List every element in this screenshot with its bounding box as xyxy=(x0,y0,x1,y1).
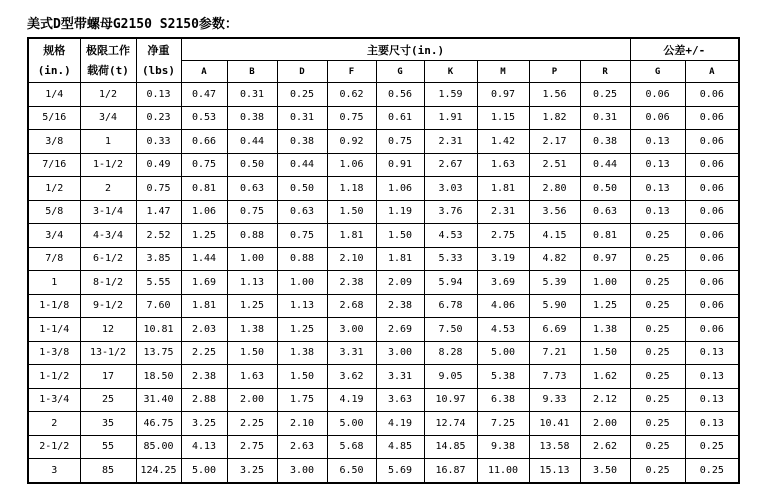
table-cell: 0.61 xyxy=(376,106,424,130)
table-cell: 3.00 xyxy=(327,318,376,342)
table-cell: 2.00 xyxy=(580,412,630,436)
table-cell: 1.81 xyxy=(376,247,424,271)
table-cell: 0.50 xyxy=(277,177,327,201)
table-cell: 1.81 xyxy=(181,294,227,318)
table-cell: 2.69 xyxy=(376,318,424,342)
table-cell: 5.00 xyxy=(181,459,227,483)
table-cell: 2.03 xyxy=(181,318,227,342)
table-cell: 25 xyxy=(80,388,136,412)
tol-col-header: G xyxy=(630,61,685,83)
dim-col-header: D xyxy=(277,61,327,83)
table-cell: 4.53 xyxy=(477,318,529,342)
table-row xyxy=(28,341,739,365)
dim-col-header: P xyxy=(529,61,580,83)
table-cell: 8.28 xyxy=(424,341,477,365)
table-cell: 1.00 xyxy=(277,271,327,295)
table-cell: 3.19 xyxy=(477,247,529,271)
table-cell: 3.63 xyxy=(376,388,424,412)
dim-col-header: B xyxy=(227,61,277,83)
table-cell: 1.44 xyxy=(181,247,227,271)
table-cell: 1 xyxy=(80,130,136,154)
table-cell: 1.62 xyxy=(580,365,630,389)
table-cell: 15.13 xyxy=(529,459,580,483)
table-cell: 1-1/4 xyxy=(28,318,80,342)
table-cell: 1.00 xyxy=(227,247,277,271)
table-cell: 4.85 xyxy=(376,435,424,459)
table-cell: 7.50 xyxy=(424,318,477,342)
table-cell: 5.69 xyxy=(376,459,424,483)
table-cell: 16.87 xyxy=(424,459,477,483)
table-cell: 2 xyxy=(80,177,136,201)
table-cell: 2.00 xyxy=(227,388,277,412)
table-cell: 4.53 xyxy=(424,224,477,248)
table-cell: 1.38 xyxy=(227,318,277,342)
table-row xyxy=(28,200,739,224)
table-cell: 3.03 xyxy=(424,177,477,201)
table-cell: 9.33 xyxy=(529,388,580,412)
table-cell: 1.81 xyxy=(477,177,529,201)
table-cell: 0.25 xyxy=(630,435,685,459)
table-cell: 7.73 xyxy=(529,365,580,389)
table-cell: 2.38 xyxy=(181,365,227,389)
table-cell: 0.88 xyxy=(227,224,277,248)
table-cell: 35 xyxy=(80,412,136,436)
table-cell: 2.25 xyxy=(181,341,227,365)
table-cell: 0.25 xyxy=(630,271,685,295)
table-row xyxy=(28,388,739,412)
size-header xyxy=(28,38,80,83)
table-cell: 2.80 xyxy=(529,177,580,201)
table-cell: 3.69 xyxy=(477,271,529,295)
size-header-line1: 规格 xyxy=(43,43,66,57)
table-cell: 2.88 xyxy=(181,388,227,412)
table-cell: 1.69 xyxy=(181,271,227,295)
table-cell: 0.97 xyxy=(477,83,529,107)
table-cell: 2.38 xyxy=(327,271,376,295)
table-cell: 0.25 xyxy=(630,412,685,436)
table-cell: 2.62 xyxy=(580,435,630,459)
table-cell: 0.75 xyxy=(277,224,327,248)
table-cell: 2.17 xyxy=(529,130,580,154)
table-cell: 0.31 xyxy=(580,106,630,130)
weight-header-line2: (lbs) xyxy=(141,63,176,77)
table-cell: 0.25 xyxy=(630,365,685,389)
table-row xyxy=(28,318,739,342)
table-cell: 1-1/8 xyxy=(28,294,80,318)
table-cell: 3/8 xyxy=(28,130,80,154)
table-cell: 2.68 xyxy=(327,294,376,318)
table-cell: 12.74 xyxy=(424,412,477,436)
table-cell: 1.47 xyxy=(136,200,181,224)
table-cell: 0.63 xyxy=(277,200,327,224)
table-cell: 9.38 xyxy=(477,435,529,459)
table-row xyxy=(28,365,739,389)
table-cell: 5/16 xyxy=(28,106,80,130)
size-header-line2: (in.) xyxy=(37,63,71,77)
table-cell: 2.31 xyxy=(424,130,477,154)
table-cell: 0.91 xyxy=(376,153,424,177)
table-cell: 0.06 xyxy=(685,83,739,107)
table-cell: 1.81 xyxy=(327,224,376,248)
table-cell: 1-1/2 xyxy=(28,365,80,389)
table-cell: 0.50 xyxy=(227,153,277,177)
table-cell: 1.50 xyxy=(376,224,424,248)
table-cell: 0.13 xyxy=(685,412,739,436)
table-cell: 1-1/2 xyxy=(80,153,136,177)
table-cell: 0.06 xyxy=(630,106,685,130)
table-cell: 2.51 xyxy=(529,153,580,177)
table-cell: 0.06 xyxy=(685,271,739,295)
table-row xyxy=(28,83,739,107)
table-cell: 0.75 xyxy=(327,106,376,130)
table-cell: 1/4 xyxy=(28,83,80,107)
table-cell: 0.49 xyxy=(136,153,181,177)
table-cell: 1.19 xyxy=(376,200,424,224)
table-cell: 55 xyxy=(80,435,136,459)
dim-col-header: A xyxy=(181,61,227,83)
tolerance-header: 公差+/- xyxy=(630,38,739,61)
table-cell: 6-1/2 xyxy=(80,247,136,271)
table-cell: 0.56 xyxy=(376,83,424,107)
table-cell: 1.38 xyxy=(580,318,630,342)
table-cell: 0.31 xyxy=(227,83,277,107)
table-cell: 13-1/2 xyxy=(80,341,136,365)
table-cell: 4.82 xyxy=(529,247,580,271)
table-cell: 0.13 xyxy=(630,200,685,224)
table-cell: 1.06 xyxy=(376,177,424,201)
table-cell: 7.60 xyxy=(136,294,181,318)
table-cell: 0.38 xyxy=(580,130,630,154)
table-cell: 1.06 xyxy=(327,153,376,177)
table-cell: 1.82 xyxy=(529,106,580,130)
table-cell: 1.13 xyxy=(277,294,327,318)
table-cell: 1.25 xyxy=(227,294,277,318)
table-cell: 0.06 xyxy=(685,177,739,201)
table-cell: 3.76 xyxy=(424,200,477,224)
table-cell: 3.50 xyxy=(580,459,630,483)
table-cell: 0.25 xyxy=(277,83,327,107)
table-body xyxy=(28,83,739,483)
table-cell: 0.81 xyxy=(580,224,630,248)
table-cell: 10.81 xyxy=(136,318,181,342)
table-cell: 1.13 xyxy=(227,271,277,295)
table-cell: 1.50 xyxy=(327,200,376,224)
dim-col-header: K xyxy=(424,61,477,83)
table-cell: 0.63 xyxy=(227,177,277,201)
table-cell: 0.62 xyxy=(327,83,376,107)
table-cell: 0.06 xyxy=(685,130,739,154)
table-cell: 8-1/2 xyxy=(80,271,136,295)
dimensions-header: 主要尺寸(in.) xyxy=(181,38,630,61)
dim-col-header: M xyxy=(477,61,529,83)
table-cell: 124.25 xyxy=(136,459,181,483)
table-cell: 0.13 xyxy=(685,365,739,389)
weight-header-line1: 净重 xyxy=(147,43,170,57)
table-cell: 2.09 xyxy=(376,271,424,295)
table-cell: 0.25 xyxy=(630,459,685,483)
weight-header xyxy=(136,38,181,83)
table-cell: 1.59 xyxy=(424,83,477,107)
table-cell: 0.06 xyxy=(685,224,739,248)
table-cell: 7.21 xyxy=(529,341,580,365)
table-cell: 0.75 xyxy=(376,130,424,154)
table-cell: 3/4 xyxy=(28,224,80,248)
table-row xyxy=(28,294,739,318)
table-cell: 18.50 xyxy=(136,365,181,389)
table-cell: 7/16 xyxy=(28,153,80,177)
table-cell: 0.31 xyxy=(277,106,327,130)
table-row xyxy=(28,247,739,271)
table-cell: 0.75 xyxy=(227,200,277,224)
table-row xyxy=(28,106,739,130)
table-cell: 9-1/2 xyxy=(80,294,136,318)
table-row xyxy=(28,177,739,201)
table-cell: 1.42 xyxy=(477,130,529,154)
table-cell: 7.25 xyxy=(477,412,529,436)
table-cell: 1.75 xyxy=(277,388,327,412)
dim-col-header: G xyxy=(376,61,424,83)
table-row xyxy=(28,224,739,248)
table-cell: 3.00 xyxy=(376,341,424,365)
table-cell: 5.38 xyxy=(477,365,529,389)
table-cell: 0.13 xyxy=(685,388,739,412)
table-cell: 0.25 xyxy=(630,388,685,412)
table-cell: 12 xyxy=(80,318,136,342)
table-cell: 7/8 xyxy=(28,247,80,271)
table-cell: 1.38 xyxy=(277,341,327,365)
table-row xyxy=(28,435,739,459)
table-cell: 0.81 xyxy=(181,177,227,201)
table-cell: 13.58 xyxy=(529,435,580,459)
table-cell: 10.41 xyxy=(529,412,580,436)
table-cell: 1 xyxy=(28,271,80,295)
table-cell: 6.78 xyxy=(424,294,477,318)
table-cell: 0.06 xyxy=(685,200,739,224)
table-cell: 3.31 xyxy=(327,341,376,365)
table-cell: 1.50 xyxy=(580,341,630,365)
table-cell: 0.25 xyxy=(685,459,739,483)
table-cell: 0.13 xyxy=(685,341,739,365)
table-cell: 0.25 xyxy=(630,247,685,271)
table-cell: 1-3/8 xyxy=(28,341,80,365)
table-cell: 0.66 xyxy=(181,130,227,154)
table-cell: 5.00 xyxy=(477,341,529,365)
table-cell: 3.00 xyxy=(277,459,327,483)
wll-header xyxy=(80,38,136,83)
table-cell: 3 xyxy=(28,459,80,483)
table-cell: 0.44 xyxy=(277,153,327,177)
table-cell: 9.05 xyxy=(424,365,477,389)
table-cell: 5.68 xyxy=(327,435,376,459)
table-row xyxy=(28,130,739,154)
table-cell: 3.62 xyxy=(327,365,376,389)
table-cell: 6.38 xyxy=(477,388,529,412)
table-row xyxy=(28,459,739,483)
table-cell: 3.25 xyxy=(181,412,227,436)
table-cell: 1.63 xyxy=(227,365,277,389)
table-cell: 0.06 xyxy=(630,83,685,107)
table-cell: 2.75 xyxy=(227,435,277,459)
table-header xyxy=(28,38,739,83)
table-cell: 2.10 xyxy=(327,247,376,271)
dim-col-header: F xyxy=(327,61,376,83)
table-cell: 2.10 xyxy=(277,412,327,436)
table-cell: 0.06 xyxy=(685,318,739,342)
table-cell: 0.53 xyxy=(181,106,227,130)
spec-table xyxy=(27,37,740,484)
table-cell: 5.39 xyxy=(529,271,580,295)
table-cell: 5.90 xyxy=(529,294,580,318)
wll-header-line1: 极限工作 xyxy=(86,43,130,57)
table-cell: 0.47 xyxy=(181,83,227,107)
table-cell: 0.06 xyxy=(685,106,739,130)
table-cell: 1.50 xyxy=(227,341,277,365)
table-cell: 0.06 xyxy=(685,153,739,177)
table-cell: 0.75 xyxy=(181,153,227,177)
table-row xyxy=(28,153,739,177)
page-title: 美式D型带螺母G2150 S2150参数： xyxy=(27,17,238,32)
table-cell: 5.00 xyxy=(327,412,376,436)
table-row xyxy=(28,412,739,436)
table-cell: 1/2 xyxy=(28,177,80,201)
table-cell: 1.56 xyxy=(529,83,580,107)
table-cell: 0.23 xyxy=(136,106,181,130)
table-cell: 0.25 xyxy=(685,435,739,459)
table-cell: 1.06 xyxy=(181,200,227,224)
table-cell: 10.97 xyxy=(424,388,477,412)
table-cell: 2.63 xyxy=(277,435,327,459)
table-cell: 1.15 xyxy=(477,106,529,130)
table-cell: 14.85 xyxy=(424,435,477,459)
table-cell: 3/4 xyxy=(80,106,136,130)
table-cell: 1.91 xyxy=(424,106,477,130)
table-row xyxy=(28,271,739,295)
table-cell: 0.13 xyxy=(630,153,685,177)
table-cell: 1.00 xyxy=(580,271,630,295)
table-cell: 2.75 xyxy=(477,224,529,248)
table-cell: 5/8 xyxy=(28,200,80,224)
table-cell: 5.55 xyxy=(136,271,181,295)
table-cell: 0.06 xyxy=(685,247,739,271)
table-cell: 4-3/4 xyxy=(80,224,136,248)
table-cell: 6.69 xyxy=(529,318,580,342)
table-cell: 3.25 xyxy=(227,459,277,483)
table-cell: 85 xyxy=(80,459,136,483)
table-cell: 0.97 xyxy=(580,247,630,271)
table-cell: 3-1/4 xyxy=(80,200,136,224)
table-cell: 3.56 xyxy=(529,200,580,224)
wll-header-line2: 载荷(t) xyxy=(87,63,129,77)
table-cell: 85.00 xyxy=(136,435,181,459)
table-cell: 4.19 xyxy=(327,388,376,412)
table-cell: 2.12 xyxy=(580,388,630,412)
table-cell: 1/2 xyxy=(80,83,136,107)
table-cell: 0.13 xyxy=(136,83,181,107)
table-cell: 2.31 xyxy=(477,200,529,224)
table-cell: 0.06 xyxy=(685,294,739,318)
table-cell: 17 xyxy=(80,365,136,389)
dim-col-header: R xyxy=(580,61,630,83)
table-cell: 0.25 xyxy=(630,341,685,365)
table-cell: 0.88 xyxy=(277,247,327,271)
table-cell: 0.25 xyxy=(630,224,685,248)
table-cell: 1.63 xyxy=(477,153,529,177)
table-cell: 3.85 xyxy=(136,247,181,271)
table-cell: 0.13 xyxy=(630,177,685,201)
table-cell: 0.92 xyxy=(327,130,376,154)
table-cell: 1-3/4 xyxy=(28,388,80,412)
table-cell: 4.06 xyxy=(477,294,529,318)
table-cell: 5.94 xyxy=(424,271,477,295)
table-cell: 0.44 xyxy=(580,153,630,177)
table-cell: 4.19 xyxy=(376,412,424,436)
table-cell: 31.40 xyxy=(136,388,181,412)
table-cell: 1.25 xyxy=(181,224,227,248)
table-cell: 1.18 xyxy=(327,177,376,201)
table-cell: 11.00 xyxy=(477,459,529,483)
table-cell: 4.15 xyxy=(529,224,580,248)
table-cell: 0.38 xyxy=(277,130,327,154)
table-cell: 0.75 xyxy=(136,177,181,201)
table-cell: 0.25 xyxy=(580,83,630,107)
table-cell: 2.52 xyxy=(136,224,181,248)
table-cell: 46.75 xyxy=(136,412,181,436)
table-cell: 5.33 xyxy=(424,247,477,271)
table-cell: 2-1/2 xyxy=(28,435,80,459)
table-cell: 1.25 xyxy=(580,294,630,318)
table-cell: 1.25 xyxy=(277,318,327,342)
table-cell: 4.13 xyxy=(181,435,227,459)
table-cell: 0.25 xyxy=(630,294,685,318)
table-cell: 0.25 xyxy=(630,318,685,342)
table-cell: 2.67 xyxy=(424,153,477,177)
table-cell: 1.50 xyxy=(277,365,327,389)
table-cell: 2.38 xyxy=(376,294,424,318)
table-cell: 0.44 xyxy=(227,130,277,154)
table-cell: 0.13 xyxy=(630,130,685,154)
table-cell: 2.25 xyxy=(227,412,277,436)
table-cell: 2 xyxy=(28,412,80,436)
table-cell: 0.63 xyxy=(580,200,630,224)
table-cell: 13.75 xyxy=(136,341,181,365)
table-cell: 0.38 xyxy=(227,106,277,130)
table-cell: 6.50 xyxy=(327,459,376,483)
table-cell: 0.50 xyxy=(580,177,630,201)
table-cell: 0.33 xyxy=(136,130,181,154)
tol-col-header: A xyxy=(685,61,739,83)
table-cell: 3.31 xyxy=(376,365,424,389)
